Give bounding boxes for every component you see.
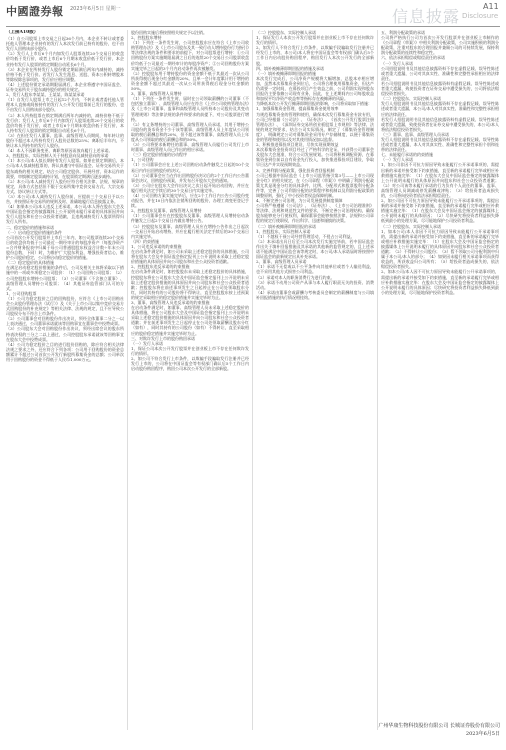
paragraph: 公司已根据中国证监会《上市公司监管指引第3号——上市公司现金分红》的相关规定，在《公司章程（草案）》中明确了利润分配政策尤其是现金分红的具体条件、比例、分配形式和股票股利分配条件等，完善了公司利润分配的决策程序和机制以及利润分配政策的调整原则，强化了中小投资者权益保障机制。: [256, 172, 374, 198]
paragraph: （一）发行人承诺: [131, 340, 163, 346]
paragraph: 本次募集资金投资项目经过了严格科学的论证，并获得公司董事会及股东大会批准，符合公司发展规划。公司将积极调配资源，在募集资金到位前以自有资金先行投入，加快推进募投项目建设，争取早日达产并实现预期效益。: [256, 147, 374, 168]
paragraph: （二）控股股东、实际控制人承诺: [256, 30, 316, 35]
paragraph: 3、控股股东、实际控制人关于持股意向及减持意向的承诺: [6, 153, 109, 159]
paragraph: （二）稳定股价的具体措施: [6, 260, 54, 266]
paragraph: 本次发行完成后，公司净资产规模将大幅增加，总股本亦相应增加，虽然本次募集资金到位后，公司将合理使用募集资金，但达产仍需要一定时间，在募投项目产生效益之前，公司利润实现和股东回报仍主要依赖公司现有业务，因此，在上述期间内公司每股收益和加权平均净资产收益率等指标存在被摊薄的风险。: [256, 75, 374, 102]
paragraph: （1）公司董事会应在控股股东及董事、高级管理人员增持启动条件触发之日起2个交易日内做出增持公告。: [131, 213, 249, 224]
paragraph: （2）公司董事会对回购股份作出决议，须经全体董事二分之一以上表决通过，公司董事承诺就该等回购事宜在董事会中投赞成票。: [6, 316, 124, 327]
footer-date: 2023年6月5日: [465, 731, 500, 737]
paragraph: （1）本公司/本人拟长期持有发行人股票。如果在锁定期满后，本公司/本人拟减持股票的，将认真遵守中国证监会、证券交易所关于股东减持的相关规定，结合公司稳定股价、开展经营、资本运作的需要，审慎制定股票减持计划，在股票锁定期满后逐步减持。: [6, 158, 124, 179]
paragraph: 公司首次公开发行股票并上市后三年内，如公司股票连续20个交易日的收盘价均低于公司最近一期经审计的每股净资产（每股净资产=合并财务报表中归属于母公司普通股股东权益合计数÷年末公司股份总数，下同）时，为维护广大股东利益，增强投资者信心，维护公司股价稳定，公司将启动稳定股价的措施。: [6, 234, 124, 261]
paragraph: （三）董事、监事、高级管理人员承诺: [381, 131, 449, 137]
paragraph: （4）如果本公司/本人违反上述承诺，本公司/本人将在股东大会及中国证监会指定的披露媒体上公开说明未履行承诺的具体原因并向发行人股东和社会公众投资者道歉，且违规减持发行人股票所得归发行人所有。: [6, 204, 124, 225]
paragraph: （一）填补被摊薄即期回报的措施: [256, 70, 316, 76]
paragraph: （2）控股股东用于增持股份的资金金额不低于其最近一次从公司所获得税后现金分红金额的20%，且单一会计年度累计用于增持的资金金额不超过其最近一次从公司所获得税后现金分红金额的50%。: [131, 70, 249, 92]
paragraph: 1、保证发行人本次公开发行股票并在创业板上市不存在任何欺诈发行的情形。: [256, 35, 374, 46]
paragraph: （一）启动稳定股价措施的条件: [6, 229, 62, 235]
paragraph: 在启动条件满足时，如控股股东未采取上述稳定股价的具体措施，控股股东将在公司股东大会及中国证监会指定报刊上公开说明未采取上述稳定股价措施的具体原因并向公司股东和社会公众投资者道歉；控股股东将在前述事项发生之日起停止在公司处领取股东分红，同时其持有的公司股份将不得转让，直至控股股东按上述预案的规定采取相应的稳定股价措施并实施完毕时为止。: [131, 269, 249, 300]
paragraph: 2、如公司因不可抗力原因导致未能履行公开承诺事项的，需提出新的承诺并接受如下约束措施，直至新的承诺履行完毕或相应补救措施实施完毕：（1）在股东大会及中国证监会指定的披露媒体上公开说明未履行的具体原因；（2）尽快研究将投资者利益损失降低到最小的处理方案，尽可能地保护公司投资者利益。: [381, 198, 499, 224]
text-column-1: [6, 30, 124, 730]
paragraph: 3、董事、高级管理人员违反承诺的约束措施: [131, 299, 210, 305]
paragraph: 公司将严格执行公司为首次公开发行股票并在创业板上市制作的《公司章程（草案）》中相关利润分配政策，公司实施积极的利润分配政策，注重对股东的合理回报并兼顾公司的可持续发展，保持利润分配政策的连续性和稳定性。: [381, 35, 499, 56]
paragraph: （二）填补被摊薄即期回报的承诺: [256, 223, 316, 229]
paragraph: 2、如公司不符合发行上市条件，以欺骗手段骗取发行注册并已经发行上市的，公司将在中国证监会等有权部门确认后5个工作日内启动股份购回程序，购回公司本次公开发行的全部新股。: [131, 356, 249, 372]
paragraph: （1）下列任一条件发生时，届时在公司领取薪酬的公司董事（不包括独立董事）、高级管理人员应在符合《上市公司收购管理办法》及《上市公司董事、监事和高级管理人员所持本公司股份及其变动管理规则》等法律法规的条件和要求的前提下，对公司股票进行增持。: [131, 96, 249, 122]
paragraph: 2、积极推进募投项目建设，尽快实现预期效益: [256, 142, 339, 148]
paragraph: （2）公司董事会应当在作出回购股份决议后的2个工作日内公告董事会决议、回购股份预案，并发布召开股东大会的通知。: [131, 172, 249, 183]
paragraph: 1、公司违反承诺的约束措施: [131, 243, 182, 249]
paragraph: 若公司招股说明书及其他信息披露资料有虚假记载、误导性陈述或者重大遗漏，致使投资者在证券交易中遭受损失的，公司将依法赔偿投资者损失。: [381, 80, 499, 97]
paragraph: 为降低本次公开发行摊薄即期回报的影响，公司将采取如下措施：: [256, 101, 372, 107]
paragraph: 3、董事、高级管理人员增持: [131, 91, 182, 97]
paragraph: （3）公司将要求新聘任的董事、高级管理人员履行公司发行上市时董事、高级管理人员已作出的相应承诺。: [131, 142, 249, 153]
paragraph: （4）承诺由董事会或薪酬与考核委员会制定的薪酬制度与公司填补回报措施的执行情况相挂钩。: [256, 289, 374, 300]
paragraph: 三、对欺诈发行上市的股份购回承诺: [131, 335, 195, 341]
paragraph: （1）自发行人股票上市之日起12个月内，不转让或者委托他人管理本人直接或间接持有的发行人公开发行股票前已发行的股份，也不由发行人回购该部分股份。: [6, 97, 124, 113]
paragraph: （三）稳定股价措施的启动程序: [131, 152, 187, 158]
paragraph: （3）公司应在股东大会作出决议之次日起开始启动回购，并应在履行相关法定手续后的30个交易日内实施完毕。: [131, 182, 249, 193]
paragraph: 二、稳定股价的措施和承诺: [6, 224, 54, 230]
paragraph: 在启动条件满足时，如公司未采取上述稳定股价的具体措施，公司将在股东大会及中国证监会指定报刊上公开说明未采取上述稳定股价措施的具体原因并向公司股东和社会公众投资者道歉。: [131, 249, 249, 265]
paragraph: 发行人招股说明书及其他信息披露资料不存在虚假记载、误导性陈述或者重大遗漏，本人对其真实性、准确性和完整性承担个别和连带的法律责任。: [381, 136, 499, 153]
paragraph: （2）本公司/本人减持发行人股份应符合相关法律、法规、规章的规定，具体方式包括但不限于交易所集中竞价交易方式、大宗交易方式、协议转让方式等。: [6, 178, 124, 194]
paragraph: 股份回购实施后将按照相关规定予以注销。: [131, 30, 207, 35]
paragraph: 2、如本公司/本人因不可抗力原因导致未能履行公开承诺事项的，需提出新的承诺并接受如下约束措施，直至新的承诺履行完毕或相应补救措施实施完毕：在股东大会及中国证监会指定的披露媒体上公开说明未履行的具体原因；尽快研究将投资者利益损失降低到最小的处理方案，尽可能地保护投资者利益。: [381, 269, 499, 295]
paragraph: 2、发行人股东李某某、王某某、陈某某承诺: [6, 92, 85, 98]
paragraph: （3）本公司/本人减持发行人股份前，应提前三个交易日予以公告，并按照证券交易所的规则及时、准确地履行信息披露义务。: [6, 194, 124, 205]
paragraph: （2）发行人上市后6个月内如发行人股票连续20个交易日的收盘价均低于发行价，或者上市后6个月期末收盘价低于发行价，本企业持有发行人股票的锁定期限自动延长6个月。: [6, 51, 124, 67]
paragraph: （1）下列任一条件发生时，公司控股股东应在符合《上市公司收购管理办法》及《上市公司股东及其一致行动人增持股份行为指引》等法律法规的条件和要求的前提下，对公司股票进行增持：①公司回购股份方案实施期限届满之日后的连续20个交易日公司股票收盘价均低于公司最近一期经审计的每股净资产；②公司回购股份方案实施完毕之日起的3个月内启动条件再次被触发。: [131, 40, 249, 71]
paragraph: （3）本企业在所持发行人股份锁定期届满后两年内减持的，减持价格不低于发行价。若发行人发生派息、送股、资本公积转增股本等除权除息事项的，发行价应相应调整。: [6, 66, 124, 82]
paragraph: （2）承诺对本人的职务消费行为进行约束。: [256, 274, 335, 280]
paragraph: （一）发行人承诺: [381, 60, 413, 66]
paragraph: （二）控股股东、实际控制人承诺: [381, 96, 441, 102]
paragraph: （2）本人所持股票在锁定期满后两年内减持的，减持价格不低于发行价；发行人上市后6个月内如发行人股票连续20个交易日的收盘价均低于发行价，或者上市后6个月期末收盘价低于发行价，本人持有发行人股票的锁定期限自动延长6个月。: [6, 112, 124, 133]
paragraph: 七、未能履行承诺的约束措施: [381, 152, 433, 158]
paragraph: （3）承诺不动用公司资产从事与本人履行职责无关的投资、消费活动。: [256, 279, 374, 290]
paragraph: 2、董事、高级管理人员承诺: [256, 259, 307, 265]
issue-date: 2023年6月5日 星期一: [70, 6, 121, 12]
paragraph: 2、控股股东违反承诺的约束措施: [131, 264, 190, 270]
section-title: 信息披露: [392, 7, 461, 26]
paragraph: （4）公司回购方案实施完毕后，应在2个工作日内公告公司股份变动报告，并在10日内依法注销所回购的股份，办理工商变更登记手续。: [131, 193, 249, 209]
paragraph: 1、加强募集资金管理，提高募集资金使用效率: [256, 106, 339, 112]
column-divider: [377, 30, 378, 730]
text-column-2: [131, 30, 249, 730]
paragraph: （3）公司股东大会对回购股份作出决议，须经出席会议的股东所持表决权的三分之二以上通过，公司控股股东承诺就该等回购事宜在股东大会中投赞成票。: [6, 326, 124, 342]
paragraph: 公司招股说明书及其他信息披露资料不存在虚假记载、误导性陈述或者重大遗漏，公司对其真实性、准确性和完整性承担相应的法律责任。: [381, 65, 499, 81]
section-title-en: Disclosure: [462, 12, 499, 20]
paragraph: （1）不越权干预公司经营管理活动，不侵占公司利益。: [256, 233, 355, 239]
paragraph: 六、依法承担赔偿或赔偿责任的承诺: [381, 55, 445, 61]
paragraph: （4）公司为稳定股价之目的进行股份回购的，除应符合相关法律法规之要求之外，还应符合下列各项：公司用于回购股份的资金总额累计不超过公司首次公开发行新股所募集资金的总额；公司单次用于回购股份的资金不得低于人民币1,000万元。: [6, 341, 124, 362]
paragraph: 2、控股股东增持: [131, 35, 162, 41]
footer-company: [378, 722, 500, 729]
paragraph: 2、如发行人不符合发行上市条件，以欺骗手段骗取发行注册并已经发行上市的，本公司/本人将在中国证监会等有权部门确认后5个工作日内启动股份购回程序，购回发行人本次公开发行的全部新股。: [256, 45, 374, 66]
column-divider: [127, 30, 128, 730]
paragraph: 1、控股股东、实际控制人承诺: [256, 228, 311, 234]
paragraph: 1、公司回购股票: [6, 290, 37, 296]
paragraph: 发行人招股说明书及其他信息披露资料不存在虚假记载、误导性陈述或者重大遗漏，本公司/本人对其真实性、准确性和完整性承担相应的法律责任。: [381, 101, 499, 117]
paragraph: 3、完善利润分配政策，强化投资者回报机制: [256, 167, 335, 173]
paragraph: 4、不断完善公司治理，为公司发展提供制度保障: [256, 198, 343, 204]
paragraph: 五、利润分配政策的承诺: [381, 30, 425, 35]
paragraph: （4）上述股份锁定承诺期限届满后，本企业将遵守中国证监会、证券交易所关于股东减持股份的相关规定。: [6, 81, 124, 93]
text-column-4: [381, 30, 499, 730]
paragraph: （1）公司董事会应在上述公司回购启动条件触发之日起的10个交易日内作出回购股份的决议。: [131, 162, 249, 173]
paragraph: 公司将严格遵循《公司法》、《证券法》、《上市公司治理准则》等法律、法规和规范性文件的要求，不断完善公司治理结构，确保股东能够充分行使权利，确保董事会能够按照法律、法规和公司章程的规定行使职权，作出科学、迅速和谨慎的决策。: [256, 203, 374, 224]
paragraph: 1、保证公司本次公开发行股票并在创业板上市不存在任何欺诈发行的情形。: [131, 345, 249, 356]
paragraph: （1）自公司股票上市交易之日起36个月内，本企业不转让或者委托他人管理本企业持有的发行人本次发行前已持有的股份，也不由发行人回购该部分股份。: [6, 36, 124, 52]
paragraph: （1）承诺不无偿或以不公平条件向其他单位或者个人输送利益，也不采用其他方式损害公司利益。: [256, 264, 374, 275]
section-number: A11: [483, 2, 499, 11]
paragraph: （2）有义务增持的公司董事、高级管理人员承诺，其用于增持公司股份的货币资金不少于该等董事、高级管理人员上年度从公司领取的税后薪酬总和的20%，但不超过该等董事、高级管理人员上年度从公司领取的税后薪酬总和的50%。: [131, 121, 249, 142]
paragraph: （2）控股股东及董事、高级管理人员应在增持公告作出之日起次一交易日开始启动增持，并应在履行相关法定手续后的30个交易日内实施完毕。: [131, 223, 249, 239]
paragraph: （一）发行人承诺: [381, 157, 413, 163]
paragraph: （二）控股股东、实际控制人承诺: [381, 223, 441, 229]
paragraph: （4）本人不因职务变更、离职等原因而放弃履行上述承诺。: [6, 148, 113, 154]
newspaper-name: 中國證券報: [6, 5, 64, 18]
paragraph: 为规范募集资金的管理和使用，确保本次发行募集资金专款专用，公司已经根据《公司法》、《证券法》、《首次公开发行股票注册管理办法》、《深圳证券交易所创业板股票上市规则》等法律、法规的规定和要求，结合公司实际情况，制定了《募集资金管理制度》，明确规定公司对募集资金采用专户存储制度，以便于募集资金的管理和使用以及对其使用情况加以监督。: [256, 111, 374, 142]
header-rule: [6, 26, 500, 27]
text-column-3: [256, 30, 374, 730]
column-divider: [252, 30, 253, 730]
paragraph: 在满足启动稳定股价措施的条件后，公司及相关主体将采取以下措施中的一项或多项稳定公司股价：（1）公司回购公司股票；（2）公司控股股东增持公司股票；（3）公司董事（不含独立董事）、高级管理人员增持公司股票；（4）其他证券监管部门认可的方式。: [6, 265, 124, 291]
paragraph: 2、控股股东及董事、高级管理人员增持: [131, 208, 202, 214]
masthead: [0, 0, 506, 26]
paragraph: 1、如公司非因不可抗力原因导致未能履行公开承诺事项的，需提出新的承诺并接受如下约束措施，直至新的承诺履行完毕或相应补救措施实施完毕：（1）在股东大会及中国证监会指定的披露媒体上公开说明未履行的具体原因并向股东和社会公众投资者道歉；（2）对公司该等未履行承诺的行为负有个人责任的董事、监事、高级管理人员调减或停发薪酬或津贴；（3）给投资者造成损失的，公司将向投资者依法承担赔偿责任。: [381, 162, 499, 198]
paragraph: （2）本承诺出具日后至公司本次发行实施完毕前，若中国证监会作出关于填补回报措施及其承诺的其他新的监管规定的，且上述承诺不能满足中国证监会该等规定时，本公司/本人承诺届时将按照中国证监会的最新规定出具补充承诺。: [256, 238, 374, 260]
paragraph: （3）在担任发行人董事、监事、高级管理人员期间，每年转让的股份不超过本人所持有发行人股份总数的25%；离职后半年内，不转让本人所持有的发行人股份。: [6, 132, 124, 149]
paragraph: 在启动条件满足时，如董事、高级管理人员未采取上述稳定股价的具体措施，将在公司股东大会及中国证监会指定报刊上公开说明未采取上述稳定股价措施的具体原因并向公司股东和社会公众投资者道歉；并在前述事项发生之日起停止在公司处领取薪酬及股东分红（如有），同时其持有的公司股份（如有）不得转让，直至采取相应的股价稳定措施并实施完毕时为止。: [131, 305, 249, 336]
paragraph: 1、如本公司/本人非因不可抗力原因导致未能履行公开承诺事项的，需提出新的承诺并接受如下约束措施，直至新的承诺履行完毕或相应补救措施实施完毕：（1）在股东大会及中国证监会指定的披露媒体上公开说明未履行的具体原因并向股东和社会公众投资者道歉；（2）不得转让公司股份；（3）暂不领取公司分配利润中归属于本公司/本人的部分；（4）如果因未履行相关承诺事项而获得收益的，所获收益归公司所有；（5）给投资者造成损失的，依法赔偿投资者损失。: [381, 228, 499, 270]
paragraph: （四）约束措施: [131, 238, 159, 244]
paragraph: 1、公司回购: [131, 157, 154, 163]
underwriter-name: 长城证券股份有限公司: [449, 723, 500, 729]
issuer-name: 广州华康生物科技股份有限公司: [378, 723, 449, 729]
announcement-body: [6, 30, 500, 730]
paragraph: 若发行人招股说明书及其他信息披露资料有虚假记载、误导性陈述或者重大遗漏，致使投资者在证券交易中遭受损失的，本公司/本人将依法赔偿投资者损失。: [381, 116, 499, 132]
paragraph: （1）公司为稳定股价之目的回购股份，应符合《上市公司回购社会公众股份管理办法（试行）》及《关于上市公司以集中竞价交易方式回购股份的补充规定》等相关法律、法规的规定，且不应导致公司股权分布不符合上市条件。: [6, 295, 124, 317]
continuation-note: （上接A10版）: [6, 30, 39, 35]
paragraph: 四、填补被摊薄即期回报的措施及承诺: [256, 65, 324, 71]
